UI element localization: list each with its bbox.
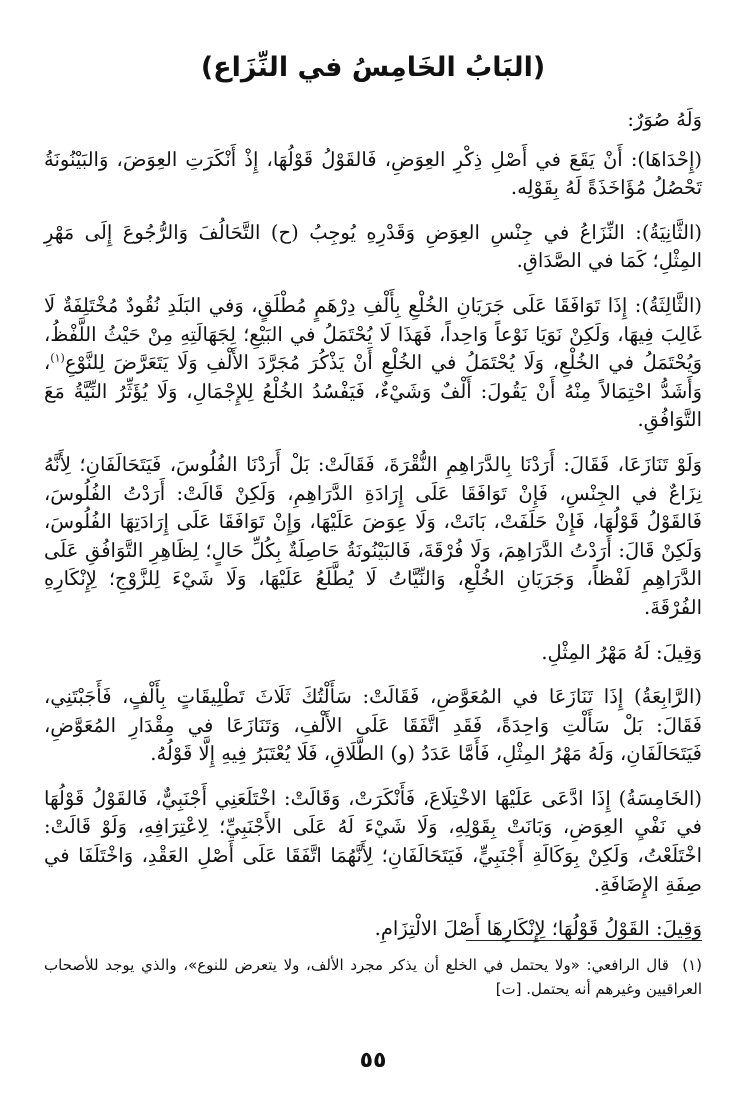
paragraph-final-view: وَقِيلَ: القَوْلُ قَوْلُهَا؛ لِإِنْكَارِهَا أَصْلَ الالْتِزَامِ. bbox=[374, 917, 702, 941]
chapter-title: (البَابُ الخَامِسُ في النِّزَاع) bbox=[200, 52, 546, 83]
footnote-item bbox=[44, 953, 702, 1001]
footnotes-section bbox=[44, 940, 702, 1001]
paragraph-fifth-case: (الخَامِسَةُ) إِذَا ادَّعَى عَلَيْهَا الاخْتِلَاعَ، فَأَنْكَرَتْ، وَقَالَتْ: اخْتَلَعَنِي أَجْنَبِيٌّ، فَالقَوْلُ قَوْلُهَا في نَفْيِ العِوَضِ، وَبَانَتْ بِقَوْلِهِ، وَلَا شَيْءَ لَهُ عَلَى الأَجْنَبِيِّ؛ لِاعْتِرَافِهِ، وَلَوْ قَالَتْ: اخْتَلَعْتُ، وَلَكِنْ بِوَكَالَةِ أَجْنَبِيٍّ، فَيَتَحَالَفَانِ؛ لِأَنَّهُمَا اتَّفَقَا عَلَى أَصْلِ العَقْدِ، وَاخْتَلَفَا في صِفَةِ الإِضَافَةِ. bbox=[44, 786, 702, 896]
paragraph-first-case: (إِحْدَاهَا): أَنْ يَقَعَ في أَصْلِ ذِكْرِ العِوَضِ، فَالقَوْلُ قَوْلُهَا، إِذْ أَنْكَرَتِ العِوَضَ، وَالبَيْنُونَةُ تَحْصُلُ مُؤَاخَذَةً لَهُ بِقَوْلِه. bbox=[44, 147, 702, 200]
footnote-number: (١) bbox=[682, 956, 702, 974]
footnote-text: قال الرافعي: «ولا يحتمل في الخلع أن يذكر مجرد الألف، ولا يتعرض للنوع»، والذي يوجد للأصحاب العراقيين وغيرهم أنه يحتمل. [ت] bbox=[44, 956, 702, 998]
paragraph-third-case bbox=[44, 292, 702, 435]
footnote-divider bbox=[466, 940, 702, 941]
paragraph-alternative-view: وَقِيلَ: لَهُ مَهْرُ المِثْلِ. bbox=[541, 640, 702, 664]
intro-line: وَلَهُ صُوَرٌ: bbox=[627, 108, 702, 131]
page-number: ٥٥ bbox=[359, 1048, 387, 1073]
paragraph-dispute-currency: وَلَوْ تَنَازَعَا، فَقَالَ: أَرَدْنَا بِالدَّرَاهِمِ النُّقْرَةَ، فَقَالَتْ: بَلْ أَرَدْنَا الفُلُوسَ، فَيَتَحَالَفَانِ؛ لِأَنَّهُ نِزَاعٌ في الجِنْسِ، فَإِنْ تَوَافَقَا عَلَى إِرَادَةِ الدَّرَاهِمِ، وَلَكِنْ قَالَتْ: أَرَدْتُ الفُلُوسَ، فَالقَوْلُ قَوْلُهَا، فَإِنْ حَلَفَتْ، بَانَتْ، وَلَا عِوَضَ عَلَيْهَا، وَإِنْ تَوَافَقَا عَلَى إِرَادَتِهَا الفُلُوسَ، وَلَكِنْ قَالَ: أَرَدْتُ الدَّرَاهِمَ، وَلَا فُرْقَةَ، فَالبَيْنُونَةُ حَاصِلَةٌ بِكُلِّ حَالٍ؛ لِظَاهِرِ التَّوَافُقِ عَلَى الدَّرَاهِمِ لَفْظاً، وَجَرَيَانِ الخُلْعِ، وَالنِّيَّاتُ لَا يُطَّلَعُ عَلَيْهَا، وَلَا شَيْءَ لِلزَّوْجِ؛ لِإِنْكَارِهِ الفُرْقَةَ. bbox=[44, 452, 702, 619]
paragraph-third-case-part-a: (الثَّالِثَةُ): إِذَا تَوَافَقَا عَلَى جَرَيَانِ الخُلْعِ بِأَلْفِ دِرْهَمٍ مُطْلَقٍ، وَفي البَلَدِ نُقُودٌ مُخْتَلِفَةٌ لَا غَالِبَ فِيهَا، وَلَكِنْ نَوَيَا نَوْعاً وَاحِداً، فَهَذَا لَا يُحْتَمَلُ في البَيْعِ؛ لِجَهَالَتِهِ مِنْ حَيْثُ اللَّفْظُ، وَيُحْتَمَلُ في الخُلْعِ، وَلَا يُحْتَمَلُ في الخُلْعِ أَنْ يَذْكُرَ مُجَرَّدَ الأَلْفِ وَلَا يَتَعَرَّضَ لِلنَّوْعِ bbox=[44, 293, 702, 375]
paragraph-third-case-part-b: ، وَأَشَدُّ احْتِمَالاً مِنْهُ أَنْ يَقُولَ: أَلْفٌ وَشَيْءٌ، فَيَفْسُدُ الخُلْعُ لِلإِجْمَالِ، وَلَا يُؤَثِّرُ النِّيَّةُ مَعَ التَّوَافُقِ. bbox=[44, 351, 702, 432]
paragraph-second-case: (الثَّانِيَةُ): النِّزَاعُ في جِنْسِ العِوَضِ وَقَدْرِهِ يُوجِبُ (ح) التَّحَالُفَ وَالرُّجُوعَ إِلَى مَهْرِ المِثْلِ؛ كَمَا في الصَّدَاقِ. bbox=[44, 220, 702, 273]
footnote-reference-mark[interactable]: (١) bbox=[50, 351, 65, 365]
paragraph-fourth-case: (الرَّابِعَةُ) إِذَا تَنَازَعَا في المُعَوَّضِ، فَقَالَتْ: سَأَلْتُكَ ثَلَاثَ تَطْلِيقَاتٍ بِأَلْفٍ، فَأَجَبْتَنِي، فَقَالَ: بَلْ سَأَلْتِ وَاحِدَةً، فَقَدِ اتَّفَقَا عَلَى الأَلْفِ، وَتَنَازَعَا في مِقْدَارِ المُعَوَّضِ، فَيَتَحَالَفَانِ، وَلَهُ مَهْرُ المِثْلِ، فَأَمَّا عَدَدُ (و) الطَّلَاقِ، فَلَا يُعْتَبَرُ فِيهِ إِلَّا قَوْلُهُ. bbox=[44, 685, 702, 766]
